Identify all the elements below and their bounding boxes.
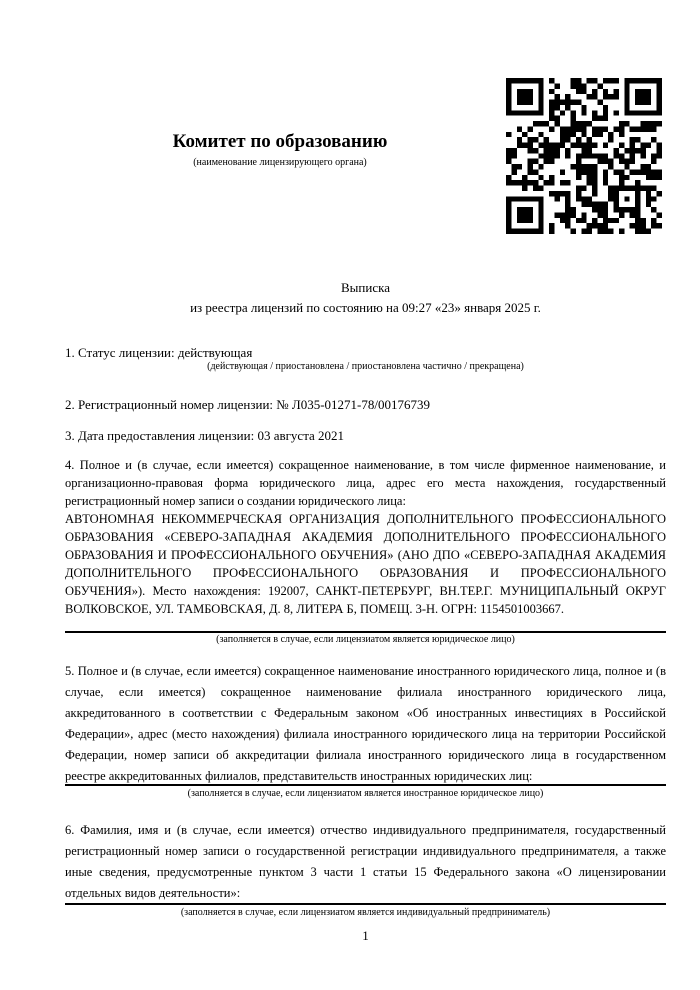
item-individual-entrepreneur: 6. Фамилия, имя и (в случае, если имеется) отчество индивидуального предпринимателя, государственный регистрационный номер записи о государственной регистрации индивидуального предпринимателя, а также иные сведения, предусмотренные пунктом 3 части 1 статьи 15 Федерального закона «О лицензировании отдельных видов деятельности»: (65, 823, 666, 900)
legal-entity-fill-line (65, 631, 666, 633)
item-license-status: 1. Статус лицензии: действующая (65, 345, 253, 360)
qr-code-image (506, 78, 662, 234)
page-number: 1 (362, 928, 369, 943)
foreign-entity-fill-line (65, 784, 666, 786)
legal-entity-caption: (заполняется в случае, если лицензиатом является юридическое лицо) (216, 634, 515, 645)
individual-entrepreneur-caption: (заполняется в случае, если лицензиатом является индивидуальный предприниматель) (180, 907, 551, 918)
qr-code (506, 78, 662, 234)
item-registration-number: 2. Регистрационный номер лицензии: № Л035-01271-78/00176739 (65, 397, 431, 412)
item-grant-date: 3. Дата предоставления лицензии: 03 августа 2021 (65, 428, 345, 443)
license-status-options-caption: (действующая / приостановлена / приостановлена частично / прекращена) (207, 361, 524, 372)
licensing-authority-caption: (наименование лицензирующего органа) (193, 157, 367, 168)
document-title-block (65, 278, 666, 318)
document-subtitle: из реестра лицензий по состоянию на 09:27 «23» января 2025 г. (190, 300, 541, 315)
legal-entity-label: 4. Полное и (в случае, если имеется) сокращенное наименование, в том числе фирменное наименование, и организационно-правовая форма юридического лица, адрес его места нахождения, государственный регистрационный номер записи о создании юридического лица: (65, 458, 666, 508)
legal-entity-value: АВТОНОМНАЯ НЕКОММЕРЧЕСКАЯ ОРГАНИЗАЦИЯ ДОПОЛНИТЕЛЬНОГО ПРОФЕССИОНАЛЬНОГО ОБРАЗОВАНИЯ «СЕВЕРО-ЗАПАДНАЯ АКАДЕМИЯ ДОПОЛНИТЕЛЬНОГО ПРОФЕССИОНАЛЬНОГО ОБРАЗОВАНИЯ И ПРОФЕССИОНАЛЬНОГО ОБУЧЕНИЯ» (АНО ДПО «СЕВЕРО-ЗАПАДНАЯ АКАДЕМИЯ ДОПОЛНИТЕЛЬНОГО ПРОФЕССИОНАЛЬНОГО ОБРАЗОВАНИЯ И ПРОФЕССИОНАЛЬНОГО ОБУЧЕНИЯ»). Место нахождения: 192007, САНКТ-ПЕТЕРБУРГ, ВН.ТЕР.Г. МУНИЦИПАЛЬНЫЙ ОКРУГ ВОЛКОВСКОЕ, УЛ. ТАМБОВСКАЯ, Д. 8, ЛИТЕРА Б, ПОМЕЩ. 3-Н. ОГРН: 1154501003667. (65, 512, 666, 616)
item-foreign-entity: 5. Полное и (в случае, если имеется) сокращенное наименование иностранного юридического лица, полное и (в случае, если имеется) сокращенное наименование филиала иностранного юридического лица, аккредитованного в соответствии с Федеральным законом «Об иностранных инвестициях в Российской Федерации», адрес (место нахождения) филиала иностранного юридического лица на территории Российской Федерации, номер записи об аккредитации филиала иностранного юридического лица в государственном реестре аккредитованных филиалов, представительств иностранных юридических лиц: (65, 664, 666, 783)
document-title: Выписка (341, 280, 390, 295)
individual-entrepreneur-fill-line (65, 903, 666, 905)
foreign-entity-caption: (заполняется в случае, если лицензиатом является иностранное юридическое лицо) (187, 788, 544, 799)
item-legal-entity (65, 456, 666, 618)
licensing-authority-name: Комитет по образованию (172, 131, 388, 152)
licensing-authority-header (65, 130, 495, 169)
